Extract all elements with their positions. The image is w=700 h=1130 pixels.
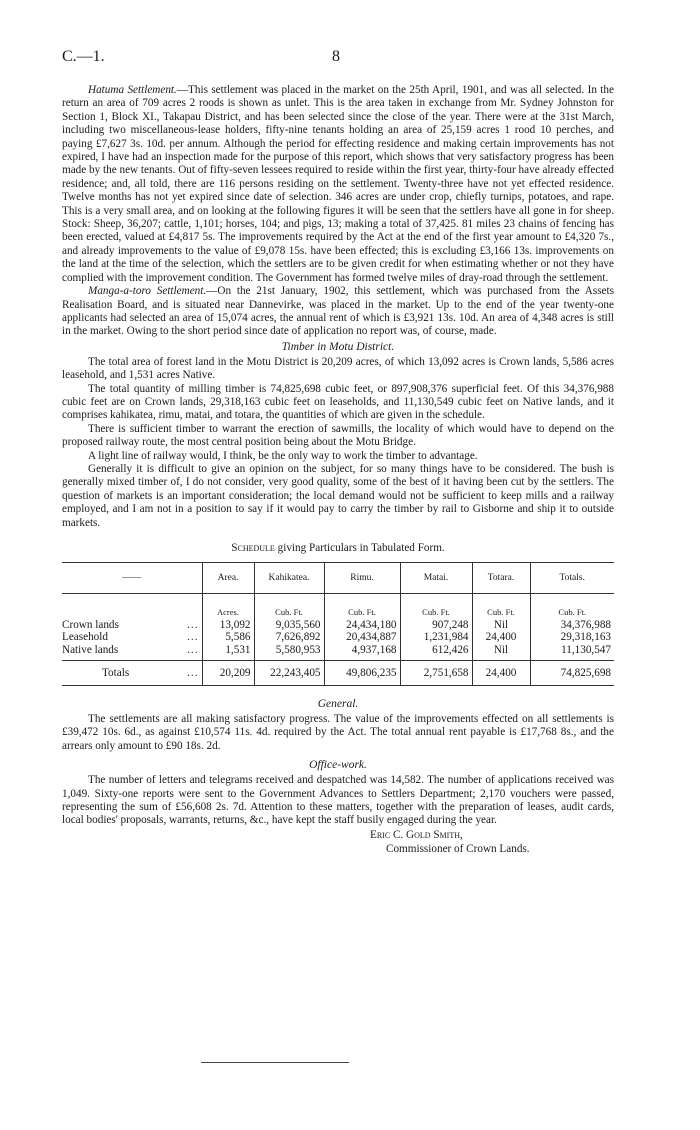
total-rimu: 49,806,235 [324, 661, 400, 686]
leader-dots: ... [187, 631, 199, 643]
report-code: C.—1. [62, 48, 105, 65]
table-row [62, 631, 614, 644]
cell-kahikatea: 9,035,560 [254, 619, 324, 632]
unit-label: Cub. Ft. [530, 594, 614, 619]
page-header [62, 48, 614, 70]
unit-label: Acres. [202, 594, 254, 619]
column-header: Totals. [530, 563, 614, 594]
totals-label [62, 661, 202, 686]
cell-rimu: 20,434,887 [324, 631, 400, 644]
cell-rimu: 4,937,168 [324, 644, 400, 657]
schedule-title [62, 542, 614, 554]
units-row [62, 594, 614, 619]
office-paragraph: The number of letters and telegrams received and despatched was 14,582. The number of applications received was 1,049. Sixty-one reports were sent to the Government Advances to Settlers Department; 2,170 vouchers were passed, representing the sum of £56,608 2s. 7d. Attention to these matters, together with the preparation of leases, audit cards, local bodies' proposals, warrants, returns, &c., have kept the staff busily engaged during the year. [62, 774, 614, 827]
cell-kahikatea: 7,626,892 [254, 631, 324, 644]
unit-label: Cub. Ft. [472, 594, 530, 619]
cell-matai: 612,426 [400, 644, 472, 657]
office-heading: Office-work. [309, 759, 367, 772]
column-header: Totara. [472, 563, 530, 594]
page [62, 48, 614, 857]
schedule-title-rest: giving Particulars in Tabulated Form. [274, 542, 445, 554]
general-paragraph: The settlements are all making satisfactory progress. The value of the improvements effected on all settlements is £39,472 10s. 6d., as against £10,574 11s. 4d. required by the Act. The total annual rent payable is £17,768 8s., and the arrears only amount to £90 18s. 2d. [62, 713, 614, 752]
table-row [62, 644, 614, 657]
signature-title: Commissioner of Crown Lands. [386, 843, 530, 856]
totals-row [62, 661, 614, 686]
cell-kahikatea: 5,580,953 [254, 644, 324, 657]
hatuma-paragraph [62, 84, 614, 285]
row-label [62, 631, 202, 644]
units-spacer [62, 594, 202, 619]
unit-label: Cub. Ft. [254, 594, 324, 619]
manga-title: Manga-a-toro Settlement. [88, 285, 207, 298]
general-heading: General. [317, 698, 359, 710]
page-number: 8 [332, 48, 340, 65]
unit-label: Cub. Ft. [400, 594, 472, 619]
hatuma-title: Hatuma Settlement. [88, 84, 177, 96]
cell-rimu: 24,434,180 [324, 619, 400, 632]
leader-dots: ... [187, 643, 199, 656]
row-label [62, 644, 202, 657]
total-grand: 74,825,698 [530, 661, 614, 686]
end-rule [201, 1062, 349, 1063]
column-header: Kahikatea. [254, 563, 324, 594]
column-header: Area. [202, 563, 254, 594]
cell-totara: Nil [472, 619, 530, 632]
total-totara: 24,400 [472, 661, 530, 686]
cell-total: 29,318,163 [530, 631, 614, 644]
cell-area: 13,092 [202, 619, 254, 632]
timber-paragraph: A light line of railway would, I think, be the only way to work the timber to advantage. [88, 449, 478, 462]
manga-text: —On the 21st January, 1902, this settlement, which was purchased from the Assets Realisation Board, and is situated near Dannevirke, was placed in the market. Up to the end of the year twenty-one applicants had selected an area of 15,074 acres, the annual rent of which is £3,921 13s. 10d. An area of 4,348 acres is still in the market. Owing to the short period since date of application no report was, of course, made. [62, 285, 614, 338]
column-header: —— [62, 563, 202, 594]
manga-paragraph [62, 285, 614, 339]
timber-paragraph: The total area of forest land in the Motu District is 20,209 acres, of which 13,092 acres is Crown lands, 5,586 acres leasehold, and 1,531 acres Native. [62, 355, 614, 382]
cell-totara: Nil [472, 644, 530, 657]
table-header-row [62, 563, 614, 594]
row-label-text: Crown lands [62, 618, 119, 631]
cell-total: 11,130,547 [530, 644, 614, 657]
total-matai: 2,751,658 [400, 661, 472, 686]
total-area: 20,209 [202, 661, 254, 686]
timber-paragraph: There is sufficient timber to warrant the erection of sawmills, the locality of which would have to depend on the proposed railway route, the most central position being about the Motu Bridge. [62, 422, 614, 449]
hatuma-text: —This settlement was placed in the market on the 25th April, 1901, and was all selected. In the return an area of 709 acres 2 roods is shown as unlet. This is the area taken in exchange from Mr. Sydney Johnston for Section 1, Block XI., Takapau District, and has been selected since the close of the year. There were at the 31st March, including two miscellaneous-lease holders, fifty-nine tenants holding an area of 25,159 acres 1 rood 10 perches, and paying £7,627 3s. 10d. per annum. Although the period for effecting residence and making certain improvements has not expired, I have had an inspection made for the purpose of this report, which shows that very satisfactory progress has been made by the new tenants. Out of fifty-seven lessees required to reside within the first year, thirty-four have already effected residence; and, all told, there are 116 persons residing on the settlement. Twenty-three have not yet effected residence. Twelve months has not yet expired since date of selection. 346 acres are under crop, chiefly turnips, potatoes, and rape. This is a very small area, and on looking at the following figures it will be seen that the settlers have all gone in for sheep. Stock: Sheep, 36,207; cattle, 1,101; horses, 104; and pigs, 13; making a total of 37,425. 81 miles 23 chains of fencing has been erected, valued at £4,817 5s. The improvements required by the Act at the end of the first year amount to £4,320 7s., and already improvements to the value of £9,078 15s. have been effected; this is excluding £3,166 13s. improvements on the land at the time of the selection, which the settlers are to be given credit for when estimating whether or not they have complied with the improvement condition. The Government has formed twelve miles of dray-road through the settlement. [62, 84, 614, 284]
totals-label-text: Totals [102, 666, 130, 679]
unit-label: Cub. Ft. [324, 594, 400, 619]
row-label [62, 619, 202, 632]
table-row [62, 619, 614, 632]
cell-area: 1,531 [202, 644, 254, 657]
leader-dots: ... [187, 618, 199, 631]
signature-name-text: Eric C. Gold Smith, [370, 828, 463, 841]
column-header: Rimu. [324, 563, 400, 594]
cell-totara: 24,400 [472, 631, 530, 644]
total-kahikatea: 22,243,405 [254, 661, 324, 686]
schedule-table [62, 562, 614, 686]
timber-paragraph: Generally it is difficult to give an opinion on the subject, for so many things have to be considered. The bush is generally mixed timber of, I do not consider, very good quality, some of the best of it having been cut by the settlers. The question of markets is an important consideration; the local demand would not be sufficient to keep mills and a railway employed, and I am not in a position to say if it would pay to carry the timber by rail to Gisborne and ship it to outside markets. [62, 462, 614, 529]
cell-matai: 1,231,984 [400, 631, 472, 644]
signature-name [62, 829, 614, 842]
row-label-text: Native lands [62, 643, 119, 656]
cell-total: 34,376,988 [530, 619, 614, 632]
timber-heading: Timber in Motu District. [281, 340, 395, 353]
timber-paragraph: The total quantity of milling timber is 74,825,698 cubic feet, or 897,908,376 superficial feet. Of this 34,376,988 cubic feet are on Crown lands, 29,318,163 cubic feet on leaseholds, and 11,130,549 cubic feet on Native lands, and it comprises kahikatea, rimu, matai, and totara, the quantities of which are given in the schedule. [62, 382, 614, 422]
column-header: Matai. [400, 563, 472, 594]
row-label-text: Leasehold [62, 631, 108, 643]
leader-dots: ... [187, 666, 199, 679]
schedule-title-smallcaps: Schedule [231, 542, 275, 554]
cell-matai: 907,248 [400, 619, 472, 632]
cell-area: 5,586 [202, 631, 254, 644]
